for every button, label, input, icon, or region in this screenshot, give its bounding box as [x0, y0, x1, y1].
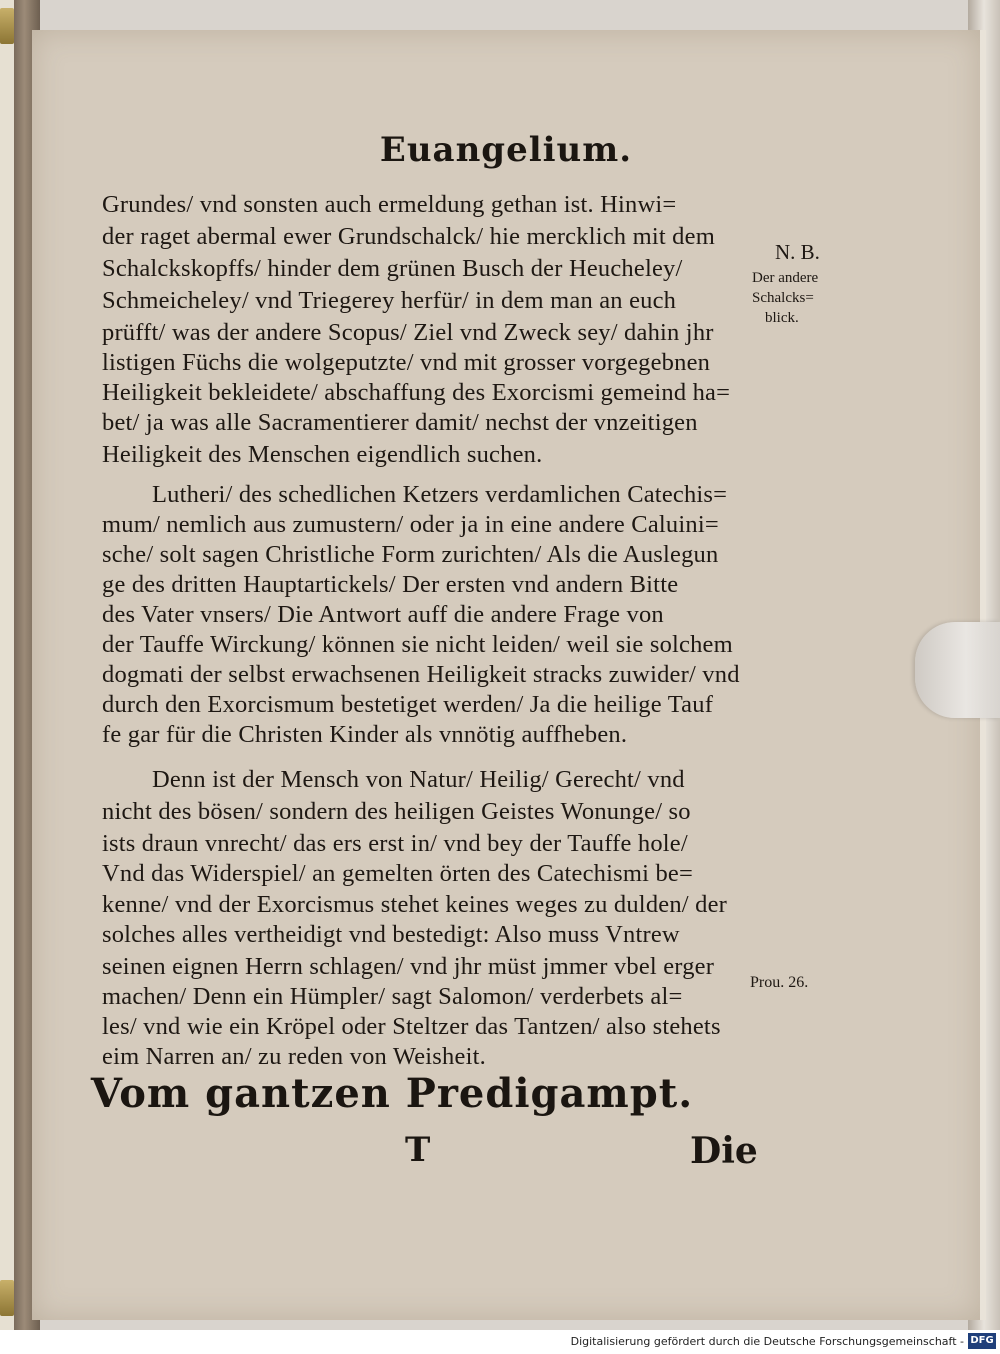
text-line: Schmeicheley/ vnd Triegerey herfür/ in dem man an euch [102, 287, 677, 314]
text-line: durch den Exorcismum bestetiget werden/ Ja die heilige Tauf [102, 691, 714, 718]
text-line: solches alles vertheidigt vnd bestedigt: Also muss Vntrew [102, 921, 680, 948]
text-line: prüfft/ was der andere Scopus/ Ziel vnd Zweck sey/ dahin jhr [102, 319, 714, 346]
section-heading: Vom gantzen Predigampt. [90, 1070, 694, 1117]
margin-note-prou: Prou. 26. [750, 974, 809, 991]
clasp-bottom [0, 1280, 14, 1316]
text-line: der Tauffe Wirckung/ können sie nicht leiden/ weil sie solchem [102, 631, 733, 658]
clasp-top [0, 8, 14, 44]
margin-note-schalck: Schalcks= [752, 290, 814, 306]
text-line: Schalckskopffs/ hinder dem grünen Busch der Heucheley/ [102, 255, 683, 282]
text-line: Denn ist der Mensch von Natur/ Heilig/ Gerecht/ vnd [152, 766, 685, 793]
text-line: Heiligkeit bekleidete/ abschaffung des Exorcismi gemeind ha= [102, 379, 731, 406]
text-line: bet/ ja was alle Sacramentierer damit/ nechst der vnzeitigen [102, 409, 698, 436]
text-line: des Vater vnsers/ Die Antwort auff die andere Frage von [102, 601, 664, 628]
running-head: Euangelium. [379, 130, 633, 170]
text-line: eim Narren an/ zu reden von Weisheit. [102, 1043, 486, 1070]
text-line: der raget abermal ewer Grundschalck/ hie mercklich mit dem [102, 223, 715, 250]
margin-note-nb: N. B. [775, 240, 820, 264]
text-line: mum/ nemlich aus zumustern/ oder ja in eine andere Caluini= [102, 511, 719, 538]
text-line: kenne/ vnd der Exorcismus stehet keines weges zu dulden/ der [102, 891, 728, 918]
text-line: listigen Füchs die wolgeputzte/ vnd mit grosser vorgegebnen [102, 349, 711, 376]
text-line: sche/ solt sagen Christliche Form zurichten/ Als die Auslegun [102, 541, 719, 568]
signature-mark: T [405, 1130, 431, 1170]
text-line: Grundes/ vnd sonsten auch ermeldung gethan ist. Hinwi= [102, 191, 677, 218]
text-line: seinen eignen Herrn schlagen/ vnd jhr müst jmmer vbel erger [102, 953, 715, 980]
text-line: Lutheri/ des schedlichen Ketzers verdamlichen Catechis= [152, 481, 728, 508]
text-line: ge des dritten Hauptartickels/ Der ersten vnd andern Bitte [102, 571, 679, 598]
book-page [32, 30, 986, 1320]
text-line: nicht des bösen/ sondern des heiligen Geistes Wonunge/ so [102, 798, 691, 825]
margin-note-schalck: blick. [765, 310, 799, 326]
dfg-logo-icon: DFG [968, 1333, 996, 1349]
margin-note-schalck: Der andere [752, 270, 819, 286]
text-line: fe gar für die Christen Kinder als vnnötig auffheben. [102, 721, 628, 748]
page-tab-marker [915, 622, 1000, 718]
text-line: Vnd das Widerspiel/ an gemelten örten des Catechismi be= [102, 860, 694, 887]
text-line: dogmati der selbst erwachsenen Heiligkeit stracks zuwider/ vnd [102, 661, 740, 688]
text-line: machen/ Denn ein Hümpler/ sagt Salomon/ verderbets al= [102, 983, 683, 1010]
footer-bar [0, 1330, 1000, 1354]
catchword: Die [690, 1130, 758, 1172]
text-line: Heiligkeit des Menschen eigendlich suchen. [102, 441, 543, 468]
text-line: ists draun vnrecht/ das ers erst in/ vnd bey der Tauffe hole/ [102, 830, 688, 857]
text-line: les/ vnd wie ein Kröpel oder Steltzer das Tantzen/ also stehets [102, 1013, 721, 1040]
footer-credit: Digitalisierung gefördert durch die Deutsche Forschungsgemeinschaft - [570, 1335, 964, 1348]
